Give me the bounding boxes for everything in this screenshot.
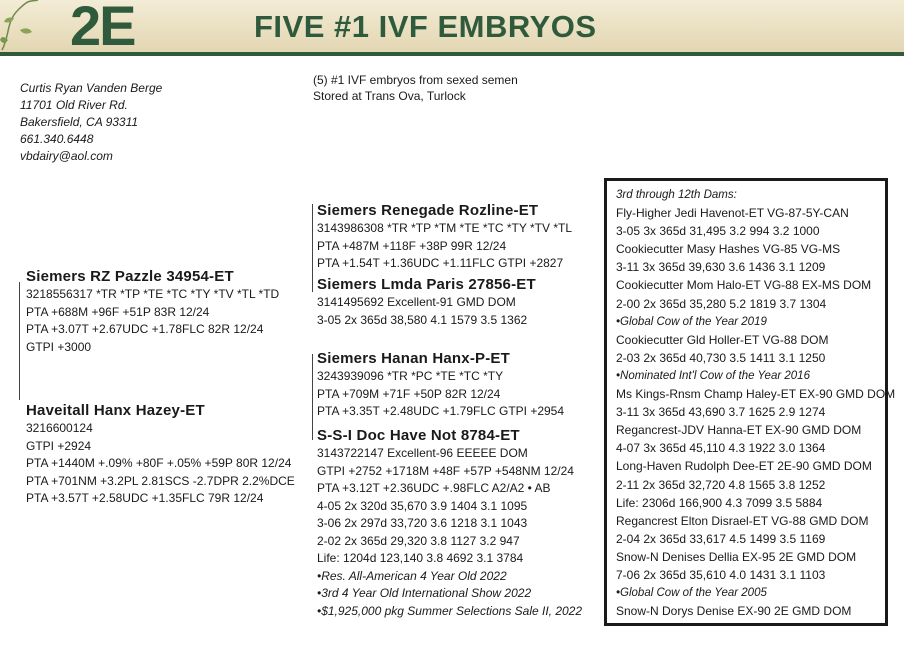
pedigree-bracket-sire bbox=[312, 204, 313, 292]
dams-box-line: 2-11 2x 365d 32,720 4.8 1565 3.8 1252 bbox=[616, 477, 826, 492]
dam-sire-line: PTA +3.35T +2.48UDC +1.79FLC GTPI +2954 bbox=[317, 404, 565, 418]
dams-box-line: 4-07 3x 365d 45,110 4.3 1922 3.0 1364 bbox=[616, 441, 826, 456]
dam-line: PTA +3.57T +2.58UDC +1.35FLC 79R 12/24 bbox=[26, 491, 264, 505]
dams-box-line: Regancrest-JDV Hanna-ET EX-90 GMD DOM bbox=[616, 423, 862, 438]
dam-dam-record: Life: 1204d 123,140 3.8 4692 3.1 3784 bbox=[317, 551, 524, 565]
dams-box-line: 7-06 2x 365d 35,610 4.0 1431 3.1 1103 bbox=[616, 567, 826, 582]
dam-dam-line: PTA +3.12T +2.36UDC +.98FLC A2/A2 • AB bbox=[317, 481, 551, 495]
sire-sire-line: PTA +487M +118F +38P 99R 12/24 bbox=[317, 238, 507, 253]
sire-sire-line: 3143986308 *TR *TP *TM *TE *TC *TY *TV *TL bbox=[317, 221, 572, 235]
dam-name: Haveitall Hanx Hazey-ET bbox=[26, 402, 205, 419]
dam-sire-line: PTA +709M +71F +50P 82R 12/24 bbox=[317, 386, 501, 401]
dam-dam-block bbox=[317, 426, 582, 620]
dam-dam-line: GTPI +2752 +1718M +48F +57P +548NM 12/24 bbox=[317, 463, 574, 478]
consignor-city: Bakersfield, CA 93311 bbox=[20, 115, 139, 129]
lot-number: 2E bbox=[70, 0, 135, 57]
dam-dam-record: 4-05 2x 320d 35,670 3.9 1404 3.1 1095 bbox=[317, 498, 528, 513]
dams-box-line: 3-11 3x 365d 39,630 3.6 1436 3.1 1209 bbox=[616, 260, 826, 275]
sire-line: PTA +688M +96F +51P 83R 12/24 bbox=[26, 304, 210, 319]
dams-box-line: Ms Kings-Rnsm Champ Haley-ET EX-90 GMD DOM bbox=[616, 387, 896, 402]
sire-dam-name: Siemers Lmda Paris 27856-ET bbox=[317, 276, 536, 293]
dams-box-heading: 3rd through 12th Dams: bbox=[616, 189, 737, 201]
sire-sire-block bbox=[317, 201, 572, 273]
consignor-address bbox=[20, 80, 162, 165]
dams-box-line: 3-05 3x 365d 31,495 3.2 994 3.2 1000 bbox=[616, 224, 820, 239]
sire-block bbox=[26, 267, 279, 356]
dams-box-line: Snow-N Denises Dellia EX-95 2E GMD DOM bbox=[616, 549, 857, 564]
dams-box-line: Cookiecutter Gld Holler-ET VG-88 DOM bbox=[616, 332, 829, 347]
page-title: FIVE #1 IVF EMBRYOS bbox=[254, 9, 597, 44]
dam-line: GTPI +2924 bbox=[26, 438, 92, 453]
dams-box-line: 2-00 2x 365d 35,280 5.2 1819 3.7 1304 bbox=[616, 296, 827, 311]
dams-box-line: Long-Haven Rudolph Dee-ET 2E-90 GMD DOM bbox=[616, 459, 872, 474]
sire-dam-line: 3-05 2x 365d 38,580 4.1 1579 3.5 1362 bbox=[317, 312, 528, 327]
sire-sire-name: Siemers Renegade Rozline-ET bbox=[317, 202, 539, 219]
sire-dam-line: 3141495692 Excellent-91 GMD DOM bbox=[317, 295, 516, 309]
sire-dam-block bbox=[317, 275, 536, 329]
lot-description bbox=[313, 72, 518, 104]
dams-box-line: 2-04 2x 365d 33,617 4.5 1499 3.5 1169 bbox=[616, 531, 826, 546]
dams-box-note: •Nominated Int'l Cow of the Year 2016 bbox=[616, 369, 810, 382]
dams-box-line: 3-11 3x 365d 43,690 3.7 1625 2.9 1274 bbox=[616, 405, 826, 420]
dams-box-line: Regancrest Elton Disrael-ET VG-88 GMD DOM bbox=[616, 513, 869, 528]
consignor-name: Curtis Ryan Vanden Berge bbox=[20, 81, 163, 95]
dam-line: PTA +701NM +3.2PL 2.81SCS -2.7DPR 2.2%DCE bbox=[26, 473, 295, 488]
dam-sire-line: 3243939096 *TR *PC *TE *TC *TY bbox=[317, 369, 504, 383]
dam-sire-name: Siemers Hanan Hanx-P-ET bbox=[317, 350, 510, 367]
pedigree-bracket-left bbox=[19, 282, 20, 400]
sire-line: GTPI +3000 bbox=[26, 339, 92, 354]
dam-dam-note: •Res. All-American 4 Year Old 2022 bbox=[317, 568, 507, 583]
sire-sire-line: PTA +1.54T +1.36UDC +1.11FLC GTPI +2827 bbox=[317, 256, 564, 270]
header-banner bbox=[0, 0, 904, 56]
dams-box-line: Cookiecutter Masy Hashes VG-85 VG-MS bbox=[616, 242, 841, 257]
sire-line: PTA +3.07T +2.67UDC +1.78FLC 82R 12/24 bbox=[26, 322, 264, 336]
vine-decoration-icon bbox=[0, 0, 40, 52]
dams-box-line: 2-03 2x 365d 40,730 3.5 1411 3.1 1250 bbox=[616, 350, 826, 365]
dam-dam-name: S-S-I Doc Have Not 8784-ET bbox=[317, 427, 520, 444]
dams-box-note: •Global Cow of the Year 2019 bbox=[616, 315, 767, 328]
description-line: (5) #1 IVF embryos from sexed semen bbox=[313, 73, 518, 87]
consignor-street: 11701 Old River Rd. bbox=[20, 98, 128, 112]
extended-dams-box bbox=[604, 178, 896, 626]
dams-box-line: Life: 2306d 166,900 4.3 7099 3.5 5884 bbox=[616, 495, 823, 510]
sire-name: Siemers RZ Pazzle 34954-ET bbox=[26, 268, 234, 285]
dam-line: PTA +1440M +.09% +80F +.05% +59P 80R 12/24 bbox=[26, 456, 292, 470]
description-line: Stored at Trans Ova, Turlock bbox=[313, 89, 466, 103]
dam-dam-record: 3-06 2x 297d 33,720 3.6 1218 3.1 1043 bbox=[317, 516, 528, 530]
dam-dam-note: •$1,925,000 pkg Summer Selections Sale II, 2022 bbox=[317, 603, 583, 618]
dams-box-line: Cookiecutter Mom Halo-ET VG-88 EX-MS DOM bbox=[616, 278, 872, 293]
dams-box-note: •Global Cow of the Year 2005 bbox=[616, 587, 767, 600]
dam-dam-record: 2-02 2x 365d 29,320 3.8 1127 3.2 947 bbox=[317, 533, 520, 548]
dam-block bbox=[26, 401, 295, 508]
dams-box-line: Snow-N Dorys Denise EX-90 2E GMD DOM bbox=[616, 604, 852, 619]
consignor-phone: 661.340.6448 bbox=[20, 132, 94, 146]
pedigree-bracket-dam bbox=[312, 354, 313, 440]
sire-line: 3218556317 *TR *TP *TE *TC *TY *TV *TL *TD bbox=[26, 287, 280, 301]
dam-line: 3216600124 bbox=[26, 421, 93, 435]
dam-dam-note: •3rd 4 Year Old International Show 2022 bbox=[317, 586, 532, 600]
dam-sire-block bbox=[317, 349, 564, 421]
dams-box-line: Fly-Higher Jedi Havenot-ET VG-87-5Y-CAN bbox=[616, 206, 849, 221]
dam-dam-line: 3143722147 Excellent-96 EEEEE DOM bbox=[317, 446, 528, 460]
consignor-email: vbdairy@aol.com bbox=[20, 149, 113, 163]
